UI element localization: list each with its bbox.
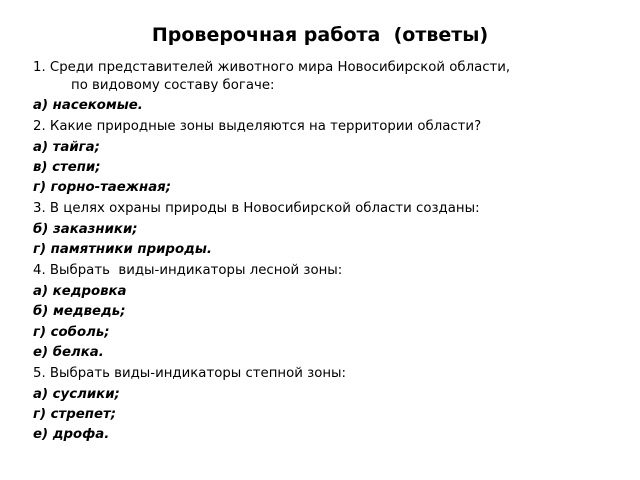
question-1-line-2: по видовому составу богаче: — [71, 78, 275, 93]
answer-1a: а) насекомые. — [33, 98, 143, 113]
answer-3a: б) заказники; — [33, 222, 138, 237]
answer-2c: г) горно-таежная; — [33, 180, 172, 195]
answer-4c: г) соболь; — [33, 325, 110, 340]
question-5: 5. Выбрать виды-индикаторы степной зоны: — [33, 366, 347, 381]
answer-4a: а) кедровка — [33, 284, 127, 299]
answer-2a: а) тайга; — [33, 140, 100, 155]
question-4: 4. Выбрать виды-индикаторы лесной зоны: — [33, 263, 343, 278]
answer-5a: а) суслики; — [33, 387, 120, 402]
answer-2b: в) степи; — [33, 160, 101, 175]
question-2: 2. Какие природные зоны выделяются на территории области? — [33, 119, 482, 134]
answer-4d: е) белка. — [33, 345, 104, 360]
answer-4b: б) медведь; — [33, 304, 126, 319]
answer-5c: е) дрофа. — [33, 427, 110, 442]
question-3: 3. В целях охраны природы в Новосибирской области созданы: — [33, 201, 480, 216]
answer-3b: г) памятники природы. — [33, 242, 212, 257]
page-title: Проверочная работа (ответы) — [151, 24, 489, 46]
answer-5b: г) стрепет; — [33, 407, 117, 422]
question-1-line-1: 1. Среди представителей животного мира Новосибирской области, — [33, 60, 511, 75]
